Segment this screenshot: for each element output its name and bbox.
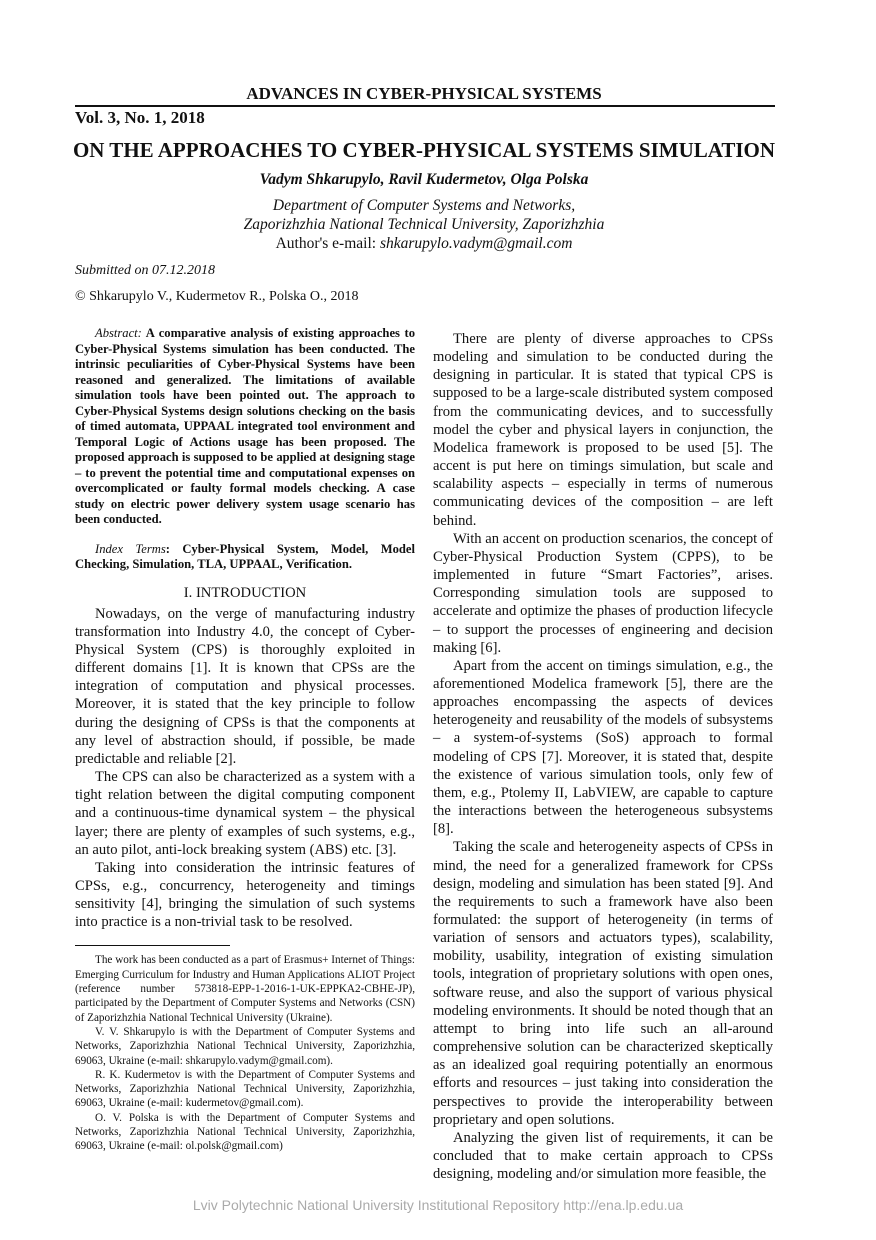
journal-name: ADVANCES IN CYBER-PHYSICAL SYSTEMS (246, 84, 602, 103)
email-label: Author's e-mail: (275, 235, 380, 252)
paragraph: Taking the scale and heterogeneity aspects of CPSs in mind, the need for a generalized framework for CPSs design, modeling and simulation has been stated [9]. And the requirements to such a framework have also been formulated: the support of heterogeneity (in terms of variation of sensors and actuators types), scalability, mobility, usability, integration of existing simulation tools, integration of proprietary solutions with open ones, software reuse, and also the support of various physical modeling environments. It should be noted though that an attempt to bring into life such an all-around comprehensive solution can be characterized skeptically as an idealized goal requiring potentially an enormous efforts and resources – just taking into consideration the perspectives to provide the interoperability between proprietary and open solutions. (433, 839, 773, 1128)
index-terms (75, 542, 415, 573)
author-email (75, 234, 773, 253)
section-heading: I. INTRODUCTION (183, 584, 307, 601)
email-address: shkarupylo.vadym@gmail.com (379, 235, 573, 252)
affiliation-line-1: Department of Computer Systems and Networks, (272, 197, 576, 214)
footnote: R. K. Kudermetov is with the Department of Computer Systems and Networks, Zaporizhzhia National Technical University, Zaporizhzhia, 69063, Ukraine (e-mail: kudermetov@gmail.com). (75, 1068, 415, 1110)
footnotes (75, 953, 415, 1153)
paper-authors: Vadym Shkarupylo, Ravil Kudermetov, Olga Polska (259, 171, 589, 188)
footnote: V. V. Shkarupylo is with the Department of Computer Systems and Networks, Zaporizhzhia National Technical University, Zaporizhzhia, 69063, Ukraine (e-mail: shkarupylo.vadym@gmail.com). (75, 1025, 415, 1067)
submitted-date: Submitted on 07.12.2018 (75, 263, 215, 278)
paragraph: The CPS can also be characterized as a system with a tight relation between the digital computing component and a continuous-time dynamical system – the physical layer; there are plenty of examples of such systems, e.g., an auto pilot, anti-lock breaking system (ABS) etc. [3]. (75, 769, 415, 858)
paragraph: Analyzing the given list of requirements, it can be concluded that to make certain approach to CPSs designing, modeling and/or simulation more feasible, the (433, 1129, 773, 1183)
index-terms-text: : Cyber-Physical System, Model, Model Checking, Simulation, TLA, UPPAAL, Verification. (75, 541, 415, 571)
paragraph: Taking into consideration the intrinsic features of CPSs, e.g., concurrency, heterogeneity and timings sensitivity [4], bringing the simulation of such systems into practice is a non-trivial task to be resolved. (75, 859, 415, 931)
paragraph: There are plenty of diverse approaches to CPSs modeling and simulation to be conducted during the designing in particular. It is stated that typical CPS is supposed to be a large-scale distributed system composed from the communicating devices, and to successfully model the cyber and physical layers in conjunction, the Modelica framework is proposed to be used [5]. The accent is put here on timings simulation, but scale and scalability aspects – especially in terms of numerous communicating devices of the composition – are left behind. (433, 331, 773, 529)
abstract-text: A comparative analysis of existing approaches to Cyber-Physical Systems simulation has been conducted. The intrinsic peculiarities of Cyber-Physical Systems have been reasoned and generalized. The limitations of available simulation tools have been pointed out. The approach to Cyber-Physical Systems design solutions checking on the basis of timed automata, UPPAAL integrated tool environment and Temporal Logic of Actions usage has been proposed. The proposed approach is supposed to be applied at designing stage – to prevent the potential time and computational expenses on overcomplicated or faulty formal models checking. A case study on electric power delivery system usage scenario has been conducted. (75, 326, 415, 526)
abstract (75, 326, 415, 528)
copyright: © Shkarupylo V., Kudermetov R., Polska O., 2018 (75, 289, 359, 304)
right-column (433, 330, 773, 1183)
left-column (75, 326, 415, 1154)
paragraph: Apart from the accent on timings simulation, e.g., the aforementioned Modelica framework [5], there are the approaches encompassing the aspects of devices heterogeneity and reusability of the models of subsystems – a system-of-systems (SoS) approach to formal modeling of CPS [7]. Moreover, it is stated that, despite the existence of various simulation tools, only few of them, e.g., Ptolemy II, LabVIEW, are capable to capture the interactions between the heterogeneous subsystems [8]. (433, 657, 773, 838)
paragraph: With an accent on production scenarios, the concept of Cyber-Physical Production System (CPPS), to be implemented in future “Smart Factories”, arises. Corresponding simulation tools are supposed to accelerate and optimize the phases of production lifecycle – to support the processes of engineering and decision making [6]. (433, 530, 773, 656)
affiliation (75, 196, 773, 253)
header-rule (75, 105, 775, 107)
repository-footer: Lviv Polytechnic National University Institutional Repository http://ena.lp.edu.ua (192, 1197, 684, 1213)
footnote: O. V. Polska is with the Department of Computer Systems and Networks, Zaporizhzhia National Technical University, Zaporizhzhia, 69063, Ukraine (e-mail: ol.polsk@gmail.com) (75, 1111, 415, 1153)
paper-title: ON THE APPROACHES TO CYBER-PHYSICAL SYSTEMS SIMULATION (72, 138, 776, 162)
affiliation-line-2: Zaporizhzhia National Technical University, Zaporizhzhia (243, 216, 605, 233)
footnote-rule (75, 945, 230, 946)
volume-info: Vol. 3, No. 1, 2018 (75, 108, 205, 127)
footnote: The work has been conducted as a part of Erasmus+ Internet of Things: Emerging Curriculum for Industry and Human Applications ALIOT Project (reference number 573818-EPP-1-2016-1-UK-EPPKA2-CBHE-JP), participated by the Department of Computer Systems and Networks (CSN) of Zaporizhzhia National Technical University (Ukraine). (75, 954, 415, 1024)
index-terms-label: Index Terms (95, 541, 166, 556)
abstract-label: Abstract: (95, 326, 142, 340)
paragraph: Nowadays, on the verge of manufacturing industry transformation into Industry 4.0, the concept of Cyber-Physical System (CPS) is thoroughly exploited in different domains [1]. It is known that CPSs are the integration of computation and physical processes. Moreover, it is stated that the key principle to follow during the designing of CPSs is that the components at any level of abstraction should, if possible, be made predictable and reliable [2]. (75, 605, 415, 767)
